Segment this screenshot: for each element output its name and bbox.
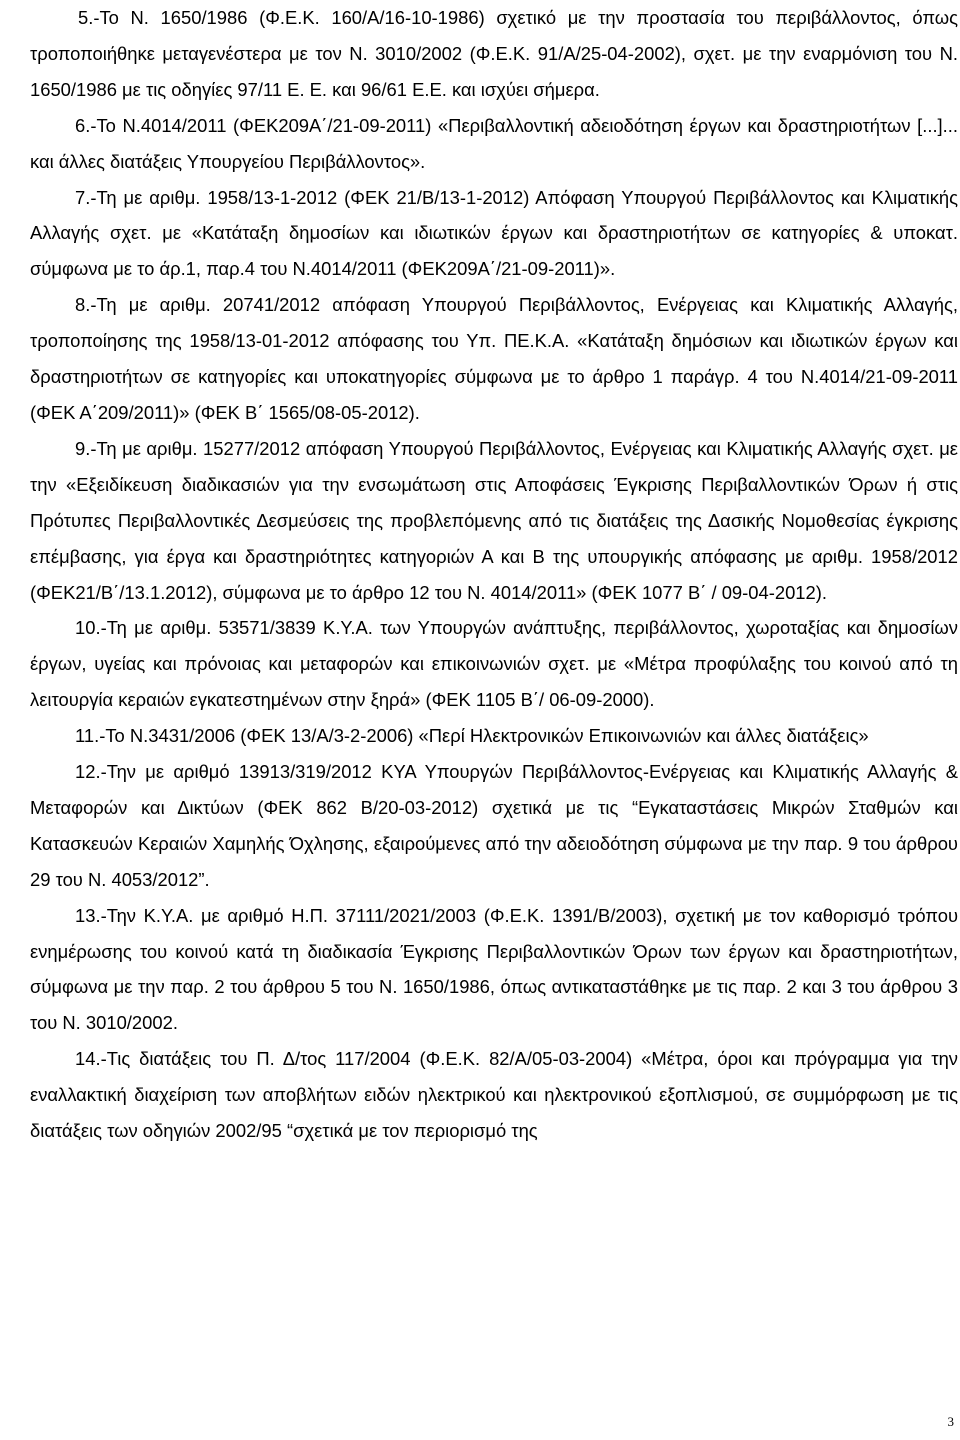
paragraph-item-5: 5.-Το Ν. 1650/1986 (Φ.Ε.Κ. 160/Α/16-10-1986) σχετικό με την προστασία του περιβάλλοντος, όπως τροποποιήθηκε μεταγενέστερα με τον Ν. 3010/2002 (Φ.Ε.Κ. 91/Α/25-04-2002), σχετ. με την εναρμόνιση του Ν. 1650/1986 με τις οδηγίες 97/11 Ε. Ε. και 96/61 Ε.Ε. και ισχύει σήμερα. bbox=[30, 7, 958, 100]
document-body bbox=[30, 0, 958, 1149]
paragraph-item-10: 10.-Τη με αριθμ. 53571/3839 Κ.Υ.Α. των Υπουργών ανάπτυξης, περιβάλλοντος, χωροταξίας και δημοσίων έργων, υγείας και πρόνοιας και μεταφορών και επικοινωνιών σχετ. με «Μέτρα προφύλαξης του κοινού από τη λειτουργία κεραιών εγκατεστημένων στην ξηρά» (ΦΕΚ 1105 Β΄/ 06-09-2000). bbox=[30, 617, 958, 711]
paragraph-item-7: 7.-Τη με αριθμ. 1958/13-1-2012 (ΦΕΚ 21/Β/13-1-2012) Απόφαση Υπουργού Περιβάλλοντος και Κλιματικής Αλλαγής σχετ. με «Κατάταξη δημοσίων και ιδιωτικών έργων και δραστηριοτήτων σε κατηγορίες & υποκατ. σύμφωνα με το άρ.1, παρ.4 του Ν.4014/2011 (ΦΕΚ209Α΄/21-09-2011)». bbox=[30, 186, 958, 280]
paragraph-item-12: 12.-Την με αριθμό 13913/319/2012 ΚΥΑ Υπουργών Περιβάλλοντος-Ενέργειας και Κλιματικής Αλλαγής & Μεταφορών και Δικτύων (ΦΕΚ 862 Β/20-03-2012) σχετικά με τις “Εγκαταστάσεις Μικρών Σταθμών και Κατασκευών Κεραιών Χαμηλής Όχλησης, εξαιρούμενες από την αδειοδότηση σύμφωνα με την παρ. 9 του άρθρου 29 του Ν. 4053/2012”. bbox=[30, 761, 958, 890]
paragraph-item-11: 11.-Το Ν.3431/2006 (ΦΕΚ 13/Α/3-2-2006) «Περί Ηλεκτρονικών Επικοινωνιών και άλλες διατάξεις» bbox=[75, 725, 869, 747]
paragraph-item-9: 9.-Τη με αριθμ. 15277/2012 απόφαση Υπουργού Περιβάλλοντος, Ενέργειας και Κλιματικής Αλλαγής σχετ. με την «Εξειδίκευση διαδικασιών για την ενσωμάτωση στις Αποφάσεις Έγκρισης Περιβαλλοντικών Όρων ή στις Πρότυπες Περιβαλλοντικές Δεσμεύσεις της προβλεπόμενης από τις διατάξεις της Δασικής Νομοθεσίας έγκρισης επέμβασης, για έργα και δραστηριότητες κατηγοριών Α και Β της υπουργικής απόφασης με αριθμ. 1958/2012 (ΦΕΚ21/Β΄/13.1.2012), σύμφωνα με το άρθρο 12 του Ν. 4014/2011» (ΦΕΚ 1077 Β΄ / 09-04-2012). bbox=[30, 437, 958, 603]
paragraph-item-6: 6.-Το Ν.4014/2011 (ΦΕΚ209Α΄/21-09-2011) «Περιβαλλοντική αδειοδότηση έργων και δραστηριοτήτων [...]... και άλλες διατάξεις Υπουργείου Περιβάλλοντος». bbox=[30, 114, 958, 172]
paragraph-item-14: 14.-Τις διατάξεις του Π. Δ/τος 117/2004 (Φ.Ε.Κ. 82/Α/05-03-2004) «Μέτρα, όροι και πρόγραμμα για την εναλλακτική διαχείριση των αποβλήτων ειδών ηλεκτρικού και ηλεκτρονικού εξοπλισμού, σε συμμόρφωση με τις διατάξεις των οδηγιών 2002/95 “σχετικά με τον περιορισμό της bbox=[30, 1048, 958, 1142]
paragraph-item-13: 13.-Την Κ.Υ.Α. με αριθμό Η.Π. 37111/2021/2003 (Φ.Ε.Κ. 1391/Β/2003), σχετική με τον καθορισμό τρόπου ενημέρωσης του κοινού κατά τη διαδικασία Έγκρισης Περιβαλλοντικών Όρων των έργων και δραστηριοτήτων, σύμφωνα με την παρ. 2 του άρθρου 5 του Ν. 1650/1986, όπως αντικαταστάθηκε με τις παρ. 2 και 3 του άρθρου 3 του Ν. 3010/2002. bbox=[30, 904, 958, 1034]
page-number: 3 bbox=[947, 1414, 954, 1429]
paragraph-item-8: 8.-Τη με αριθμ. 20741/2012 απόφαση Υπουργού Περιβάλλοντος, Ενέργειας και Κλιματικής Αλλαγής, τροποποίησης της 1958/13-01-2012 απόφασης του Υπ. ΠΕ.Κ.Α. «Κατάταξη δημόσιων και ιδιωτικών έργων και δραστηριοτήτων σε κατηγορίες και υποκατηγορίες σύμφωνα με το άρθρο 1 παράγρ. 4 του Ν.4014/21-09-2011 (ΦΕΚ Α΄209/2011)» (ΦΕΚ Β΄ 1565/08-05-2012). bbox=[30, 294, 958, 423]
